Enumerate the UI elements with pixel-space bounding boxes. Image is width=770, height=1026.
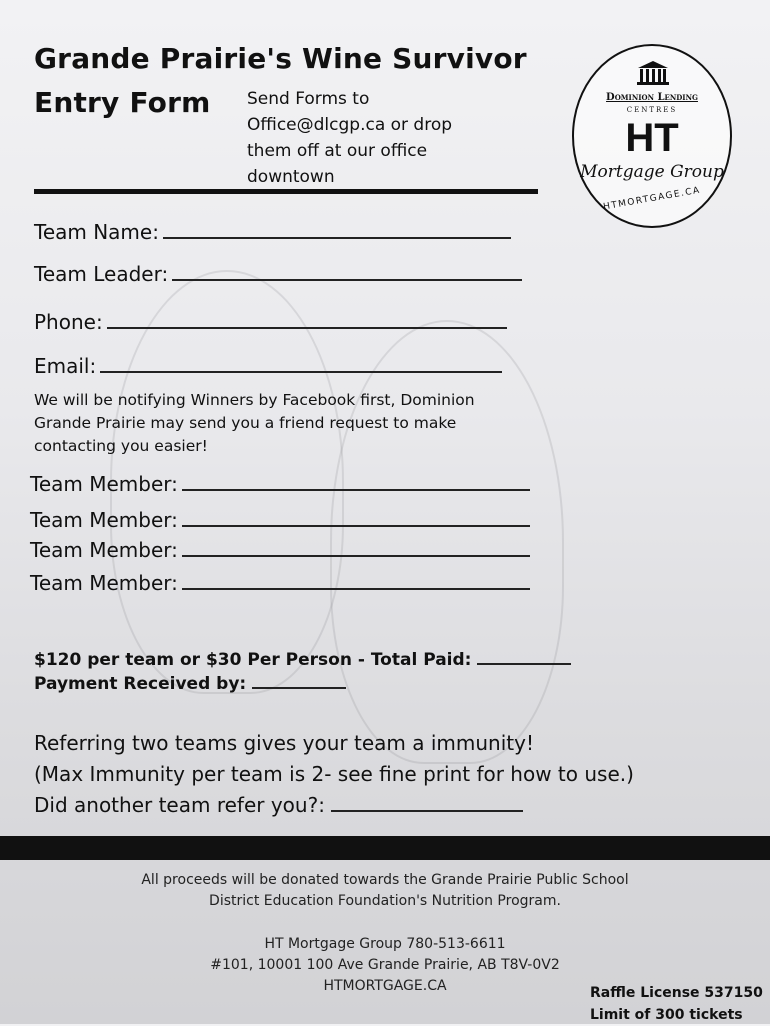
payment-received-line[interactable]: [34, 672, 346, 696]
team-member-field[interactable]: [30, 508, 530, 532]
team-member-label: Team Member:: [30, 538, 178, 562]
logo-website-arc: HTMORTGAGE.CA: [602, 185, 702, 213]
referral-line-1: Referring two teams gives your team a immunity!: [34, 731, 534, 755]
referral-section: [34, 728, 634, 821]
facebook-notice: [34, 389, 475, 458]
email-blank[interactable]: [100, 357, 502, 373]
logo-brand-sub: CENTRES: [626, 106, 678, 114]
payment-total-line[interactable]: [34, 648, 571, 672]
total-paid-blank[interactable]: [477, 651, 571, 665]
send-line: Send Forms to: [247, 89, 370, 109]
logo-script: Mortgage Group: [580, 162, 724, 182]
team-name-label: Team Name:: [34, 220, 159, 244]
company-phone: HT Mortgage Group 780-513-6611: [264, 936, 506, 952]
team-member-field[interactable]: [30, 571, 530, 595]
email-label: Email:: [34, 354, 97, 378]
team-member-label: Team Member:: [30, 508, 178, 532]
team-member-label: Team Member:: [30, 571, 178, 595]
team-name-blank[interactable]: [163, 223, 511, 239]
team-member-blank[interactable]: [182, 511, 530, 527]
phone-label: Phone:: [34, 310, 103, 334]
footer-divider-band: [0, 836, 770, 860]
title-line-2: Entry Form: [34, 86, 211, 119]
notice-line: We will be notifying Winners by Facebook first, Dominion: [34, 391, 475, 409]
logo-brand-top: Dominion Lending: [606, 92, 698, 103]
company-address: #101, 10001 100 Ave Grande Prairie, AB T8V-0V2: [210, 957, 560, 973]
team-leader-field[interactable]: [34, 262, 522, 286]
notice-line: contacting you easier!: [34, 437, 208, 455]
proceeds-line-1: All proceeds will be donated towards the Grande Prairie Public School: [141, 872, 629, 888]
team-member-blank[interactable]: [182, 574, 530, 590]
team-member-blank[interactable]: [182, 541, 530, 557]
referral-line-2: (Max Immunity per team is 2- see fine print for how to use.): [34, 762, 634, 786]
email-field[interactable]: [34, 354, 502, 378]
payment-total-label: $120 per team or $30 Per Person - Total Paid:: [34, 650, 472, 670]
send-line: them off at our office: [247, 141, 428, 161]
raffle-info: [590, 982, 763, 1026]
page-subtitle: [34, 88, 210, 117]
logo-initials: HT: [625, 116, 679, 160]
header-divider: [34, 189, 538, 194]
referral-blank[interactable]: [331, 796, 523, 812]
team-member-field[interactable]: [30, 538, 530, 562]
page-title: [34, 44, 527, 73]
team-leader-label: Team Leader:: [34, 262, 169, 286]
send-line: downtown: [247, 167, 335, 187]
building-icon: [636, 60, 670, 90]
notice-line: Grande Prairie may send you a friend request to make: [34, 414, 457, 432]
ht-mortgage-logo: [572, 44, 732, 228]
team-name-field[interactable]: [34, 220, 511, 244]
company-website: HTMORTGAGE.CA: [323, 978, 447, 994]
phone-blank[interactable]: [107, 313, 507, 329]
ticket-limit: Limit of 300 tickets: [590, 1007, 743, 1023]
team-leader-blank[interactable]: [172, 265, 522, 281]
title-line-1: Grande Prairie's Wine Survivor: [34, 42, 527, 75]
proceeds-note: [0, 870, 770, 912]
team-member-field[interactable]: [30, 472, 530, 496]
raffle-license: Raffle License 537150: [590, 985, 763, 1001]
proceeds-line-2: District Education Foundation's Nutrition Program.: [209, 893, 561, 909]
received-by-blank[interactable]: [252, 675, 346, 689]
team-member-label: Team Member:: [30, 472, 178, 496]
send-forms-instructions: [247, 86, 452, 190]
referral-question[interactable]: [34, 790, 634, 821]
referral-question-label: Did another team refer you?:: [34, 793, 325, 817]
phone-field[interactable]: [34, 310, 507, 334]
team-member-blank[interactable]: [182, 475, 530, 491]
payment-received-label: Payment Received by:: [34, 674, 247, 694]
send-line: Office@dlcgp.ca or drop: [247, 115, 453, 135]
